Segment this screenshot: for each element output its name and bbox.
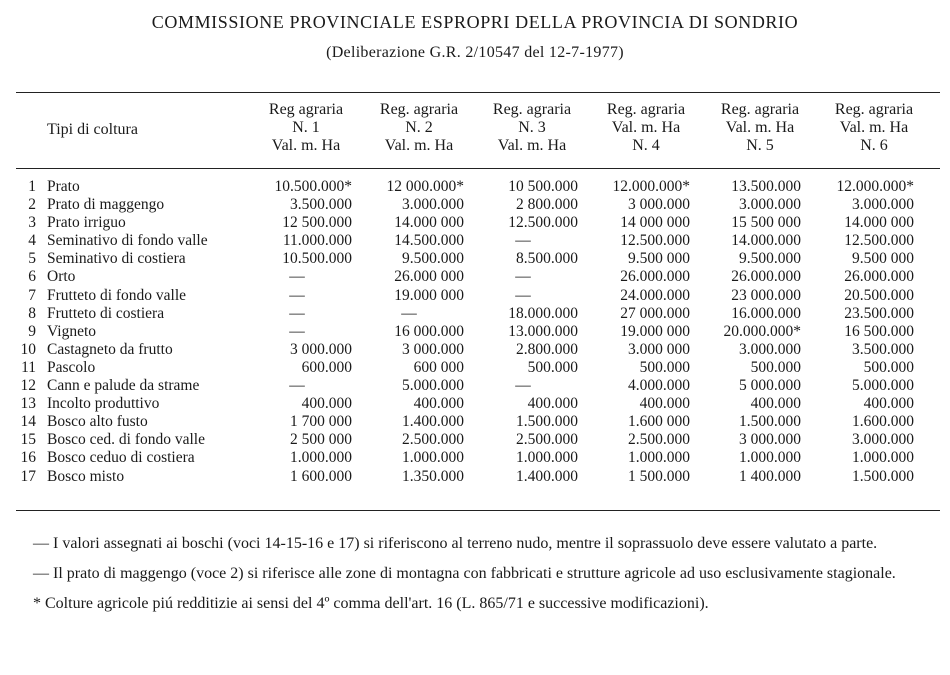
value-cell-region-3: 12.500.000 (508, 214, 578, 232)
header-line: N. 1 (292, 119, 320, 136)
table-row (0, 468, 950, 486)
value-cell-region-2: 5.000.000 (402, 377, 464, 395)
header-line: N. 5 (746, 137, 774, 154)
table-row (0, 377, 950, 395)
value-cell-region-4: 4.000.000 (628, 377, 690, 395)
value-cell-region-2: 600 000 (413, 358, 464, 376)
value-cell-region-3: — (515, 377, 531, 395)
value-cell-region-4: 27 000.000 (620, 304, 690, 322)
row-number: 17 (20, 467, 36, 485)
table-row (0, 232, 950, 250)
crop-type: Bosco misto (47, 467, 125, 485)
header-line: N. 2 (405, 119, 433, 136)
value-cell-region-1: 12 500.000 (282, 214, 352, 232)
value-cell-region-6: 20.500.000 (844, 286, 914, 304)
value-cell-region-3: 400.000 (527, 395, 578, 413)
value-cell-region-4: 19.000 000 (620, 322, 690, 340)
value-cell-region-6: 3.000.000 (852, 196, 914, 214)
crop-type: Cann e palude da strame (47, 377, 200, 395)
value-cell-region-2: 16 000.000 (394, 322, 464, 340)
value-cell-region-2: 1.000.000 (402, 449, 464, 467)
crop-type: Orto (47, 268, 76, 286)
value-cell-region-4: 12.000.000* (612, 178, 690, 195)
value-cell-region-6: 500.000 (863, 358, 914, 376)
value-cell-region-5: 3.000.000 (739, 340, 801, 358)
value-cell-region-2: 26.000 000 (394, 268, 464, 286)
header-line: Val. m. Ha (725, 119, 795, 136)
row-number: 16 (20, 449, 36, 467)
row-number: 12 (20, 377, 36, 395)
header-line: Val. m. Ha (497, 137, 567, 154)
region-3-header (473, 101, 591, 155)
top-rule (16, 92, 940, 93)
value-cell-region-1: 2 500 000 (290, 431, 352, 449)
crop-type: Frutteto di costiera (47, 304, 165, 322)
value-cell-region-5: 1.000.000 (739, 449, 801, 467)
value-cell-region-3: 13.000.000 (508, 322, 578, 340)
value-cell-region-1: 11.000.000 (282, 232, 352, 250)
value-cell-region-5: 26.000.000 (731, 268, 801, 286)
value-cell-region-2: 3.000.000 (402, 196, 464, 214)
row-number: 4 (28, 232, 36, 250)
value-cell-region-2: 2.500.000 (402, 431, 464, 449)
value-cell-region-5: 20.000.000* (723, 322, 801, 340)
value-cell-region-1: — (289, 377, 305, 395)
value-cell-region-6: 5.000.000 (852, 377, 914, 395)
value-cell-region-5: 400.000 (750, 395, 801, 413)
document-subtitle: (Deliberazione G.R. 2/10547 del 12-7-1977) (326, 44, 624, 61)
region-2-header (360, 101, 478, 155)
header-line: Reg agraria (268, 101, 344, 118)
crop-type: Pascolo (47, 358, 96, 376)
table-row (0, 431, 950, 449)
header-line: Val. m. Ha (384, 137, 454, 154)
table-row (0, 395, 950, 413)
value-cell-region-6: 16 500.000 (844, 322, 914, 340)
crop-type: Bosco ceduo di costiera (47, 449, 195, 467)
header-line: Reg. agraria (492, 101, 572, 118)
header-line: Reg. agraria (720, 101, 800, 118)
value-cell-region-4: 1 500.000 (628, 467, 690, 485)
row-number: 10 (20, 340, 36, 358)
value-cell-region-6: 1.600.000 (852, 413, 914, 431)
header-line: N. 4 (632, 137, 660, 154)
value-cell-region-6: 3.500.000 (852, 340, 914, 358)
value-cell-region-3: 1.400.000 (516, 467, 578, 485)
value-cell-region-4: 26.000.000 (620, 268, 690, 286)
bottom-rule (16, 510, 940, 511)
value-cell-region-5: 1.500.000 (739, 413, 801, 431)
value-cell-region-1: — (289, 322, 305, 340)
value-cell-region-6: 12.000.000* (836, 178, 914, 195)
value-cell-region-4: 3 000.000 (628, 196, 690, 214)
note-maggengo: — Il prato di maggengo (voce 2) si riferisce alle zone di montagna con fabbricati e strutture agricole ad uso esclusivamente stagionale. (33, 565, 896, 582)
crop-type: Seminativo di fondo valle (47, 232, 208, 250)
region-6-header (815, 101, 933, 155)
table-row (0, 413, 950, 431)
value-cell-region-5: 5 000.000 (739, 377, 801, 395)
value-cell-region-2: 19.000 000 (394, 286, 464, 304)
crop-type: Prato irriguo (47, 214, 126, 232)
value-cell-region-2: 12 000.000* (386, 178, 464, 195)
note-woods: — I valori assegnati ai boschi (voci 14-15-16 e 17) si riferiscono al terreno nudo, mentre il soprassuolo deve essere valutato a parte. (33, 535, 878, 552)
value-cell-region-2: 3 000.000 (402, 340, 464, 358)
value-cell-region-2: — (401, 304, 417, 322)
table-row (0, 359, 950, 377)
crop-type: Seminativo di costiera (47, 250, 186, 268)
row-number: 9 (28, 322, 36, 340)
value-cell-region-3: — (515, 232, 531, 250)
header-rule (16, 168, 940, 169)
table-row (0, 449, 950, 467)
table-row (0, 178, 950, 196)
value-cell-region-1: — (289, 304, 305, 322)
value-cell-region-2: 14.500.000 (394, 232, 464, 250)
value-cell-region-5: 23 000.000 (731, 286, 801, 304)
row-number: 15 (20, 431, 36, 449)
value-cell-region-6: 1.500.000 (852, 467, 914, 485)
table-row (0, 323, 950, 341)
value-cell-region-5: 14.000.000 (731, 232, 801, 250)
row-number: 7 (28, 286, 36, 304)
value-cell-region-1: 3.500.000 (290, 196, 352, 214)
value-cell-region-2: 1.350.000 (402, 467, 464, 485)
header-line: N. 3 (518, 119, 546, 136)
value-cell-region-5: 3 000.000 (739, 431, 801, 449)
crop-type: Incolto produttivo (47, 395, 160, 413)
value-cell-region-6: 3.000.000 (852, 431, 914, 449)
value-cell-region-1: 1 700 000 (290, 413, 352, 431)
value-cell-region-1: 3 000.000 (290, 340, 352, 358)
value-cell-region-3: 2.500.000 (516, 431, 578, 449)
row-number: 13 (20, 395, 36, 413)
value-cell-region-2: 14.000 000 (394, 214, 464, 232)
row-number: 5 (28, 250, 36, 268)
value-cell-region-5: 16.000.000 (731, 304, 801, 322)
value-cell-region-1: 1.000.000 (290, 449, 352, 467)
row-number: 1 (28, 178, 36, 195)
header-line: Val. m. Ha (271, 137, 341, 154)
table-row (0, 268, 950, 286)
header-line: Val. m. Ha (611, 119, 681, 136)
region-1-header (247, 101, 365, 155)
value-cell-region-3: 500.000 (527, 358, 578, 376)
value-cell-region-5: 15 500 000 (731, 214, 801, 232)
row-number: 3 (28, 214, 36, 232)
row-number: 2 (28, 196, 36, 214)
value-cell-region-1: 10.500.000 (282, 250, 352, 268)
crop-type: Prato di maggengo (47, 196, 165, 214)
value-cell-region-2: 9.500.000 (402, 250, 464, 268)
value-cell-region-2: 1.400.000 (402, 413, 464, 431)
table-row (0, 287, 950, 305)
value-cell-region-1: — (289, 268, 305, 286)
value-cell-region-3: — (515, 268, 531, 286)
row-number: 14 (20, 413, 36, 431)
value-cell-region-1: — (289, 286, 305, 304)
region-5-header (701, 101, 819, 155)
row-number: 6 (28, 268, 36, 286)
table-row (0, 196, 950, 214)
table-body (0, 178, 950, 486)
value-cell-region-3: 2 800.000 (516, 196, 578, 214)
row-number: 11 (21, 358, 36, 376)
value-cell-region-2: 400.000 (413, 395, 464, 413)
footnotes (17, 534, 937, 624)
note-asterisk: * Colture agricole piú redditizie ai sensi del 4º comma dell'art. 16 (L. 865/71 e successive modificazioni). (33, 595, 709, 612)
header-line: Reg. agraria (379, 101, 459, 118)
value-cell-region-6: 14.000 000 (844, 214, 914, 232)
crop-type: Frutteto di fondo valle (47, 286, 187, 304)
value-cell-region-1: 400.000 (301, 395, 352, 413)
value-cell-region-4: 12.500.000 (620, 232, 690, 250)
row-number: 8 (28, 304, 36, 322)
value-cell-region-1: 600.000 (301, 358, 352, 376)
header-line: N. 6 (860, 137, 888, 154)
value-cell-region-6: 400.000 (863, 395, 914, 413)
table-row (0, 214, 950, 232)
crop-type: Bosco alto fusto (47, 413, 148, 431)
value-cell-region-4: 1.000.000 (628, 449, 690, 467)
crop-type: Prato (47, 178, 80, 195)
value-cell-region-3: 1.500.000 (516, 413, 578, 431)
table-row (0, 250, 950, 268)
value-cell-region-6: 1.000.000 (852, 449, 914, 467)
crop-type: Castagneto da frutto (47, 340, 173, 358)
crop-type: Vigneto (47, 322, 97, 340)
value-cell-region-5: 13.500.000 (731, 178, 801, 195)
document-title: COMMISSIONE PROVINCIALE ESPROPRI DELLA PROVINCIA DI SONDRIO (151, 12, 799, 32)
value-cell-region-1: 1 600.000 (290, 467, 352, 485)
region-4-header (587, 101, 705, 155)
value-cell-region-4: 400.000 (639, 395, 690, 413)
value-cell-region-4: 1.600 000 (628, 413, 690, 431)
value-cell-region-5: 500.000 (750, 358, 801, 376)
value-cell-region-3: 2.800.000 (516, 340, 578, 358)
value-cell-region-6: 23.500.000 (844, 304, 914, 322)
value-cell-region-6: 26.000.000 (844, 268, 914, 286)
value-cell-region-1: 10.500.000* (274, 178, 352, 195)
value-cell-region-4: 3.000 000 (628, 340, 690, 358)
value-cell-region-5: 9.500.000 (739, 250, 801, 268)
value-cell-region-4: 14 000 000 (620, 214, 690, 232)
type-column-header: Tipi di coltura (47, 121, 138, 138)
value-cell-region-4: 500.000 (639, 358, 690, 376)
value-cell-region-3: 1.000.000 (516, 449, 578, 467)
table-header (0, 101, 950, 161)
value-cell-region-4: 24.000.000 (620, 286, 690, 304)
value-cell-region-3: 10 500.000 (508, 178, 578, 195)
value-cell-region-3: — (515, 286, 531, 304)
header-line: Reg. agraria (606, 101, 686, 118)
table-row (0, 341, 950, 359)
value-cell-region-5: 1 400.000 (739, 467, 801, 485)
header-line: Val. m. Ha (839, 119, 909, 136)
value-cell-region-3: 8.500.000 (516, 250, 578, 268)
crop-type: Bosco ced. di fondo valle (47, 431, 205, 449)
table-row (0, 305, 950, 323)
value-cell-region-3: 18.000.000 (508, 304, 578, 322)
value-cell-region-4: 2.500.000 (628, 431, 690, 449)
value-cell-region-6: 12.500.000 (844, 232, 914, 250)
header-line: Reg. agraria (834, 101, 914, 118)
value-cell-region-4: 9.500 000 (628, 250, 690, 268)
value-cell-region-6: 9.500 000 (852, 250, 914, 268)
value-cell-region-5: 3.000.000 (739, 196, 801, 214)
